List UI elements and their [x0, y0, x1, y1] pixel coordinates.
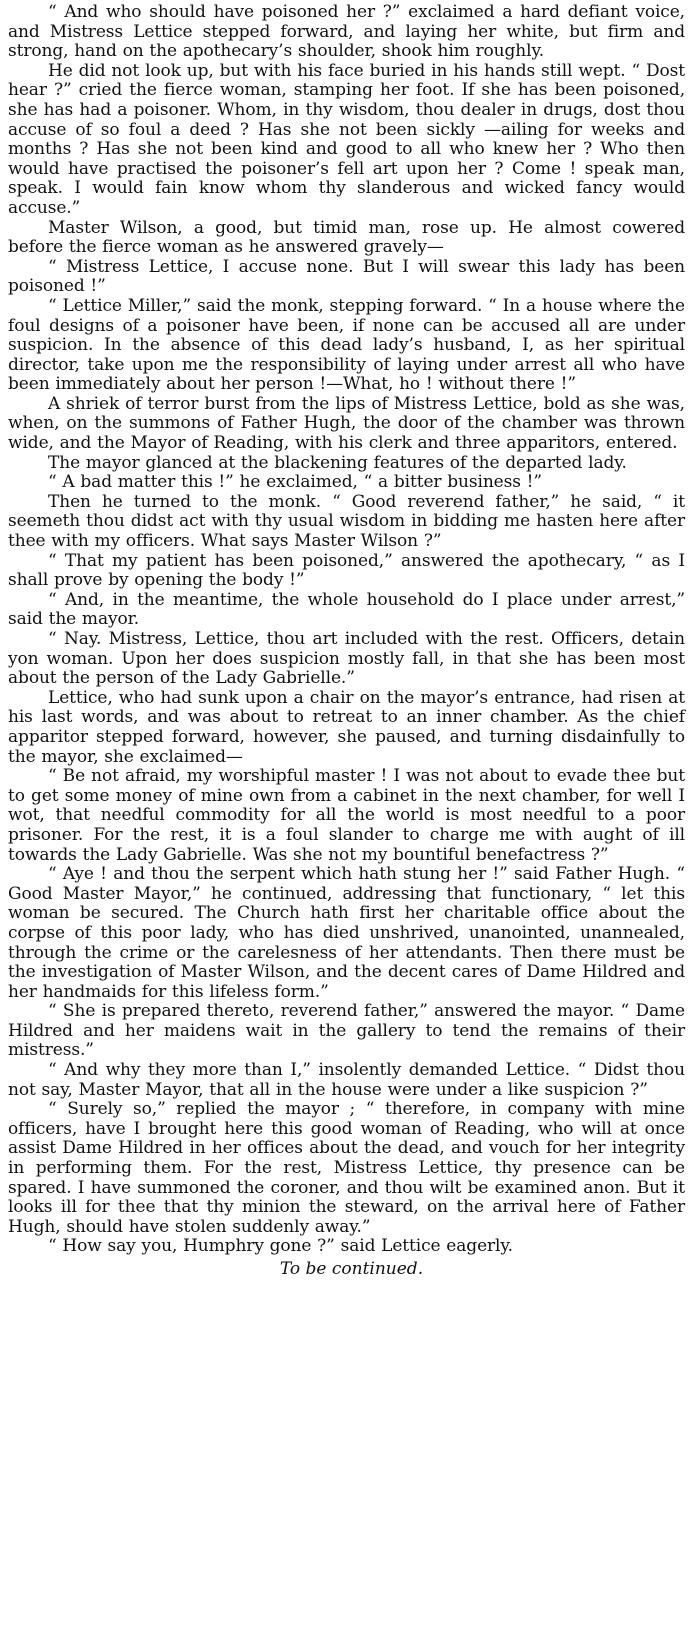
paragraph: Lettice, who had sunk upon a chair on the mayor’s entrance, had risen at his last words, and was about to retreat to an inner chamber. As the chief apparitor stepped forward, however, she paused, and turning disdainfully to the mayor, she exclaimed—: [8, 687, 685, 767]
paragraph: Then he turned to the monk. “ Good reverend father,” he said, “ it seemeth thou didst act with thy usual wisdom in bidding me hasten here after thee with my officers. What says Master Wilson ?”: [8, 491, 685, 552]
paragraph: The mayor glanced at the blackening features of the departed lady.: [48, 452, 627, 473]
paragraph: “ Nay. Mistress, Lettice, thou art included with the rest. Officers, detain yon woman. Upon her does suspicion mostly fall, in that she has been most about the person of the Lady Gabrielle.”: [8, 629, 685, 689]
paragraph: “ And why they more than I,” insolently demanded Lettice. “ Didst thou not say, Master Mayor, that all in the house were under a like suspicion ?”: [8, 1060, 685, 1100]
paragraph: “ Be not afraid, my worshipful master ! I was not about to evade thee but to get some money of mine own from a cabinet in the next chamber, for well I wot, that needful commodity for all the world is most needful to a poor prisoner. For the rest, it is a foul slander to charge me with aught of ill towards the Lady Gabrielle. Was she not my bountiful benefactress ?”: [8, 766, 685, 865]
paragraph: “ Lettice Miller,” said the monk, stepping forward. “ In a house where the foul designs of a poisoner have been, if none can be accused all are under suspicion. In the absence of this dead lady’s husband, I, as her spiritual director, take upon me the responsibility of laying under arrest all who have been immediately about her person !—What, ho ! without there !”: [8, 295, 685, 395]
paragraph: “ She is prepared thereto, reverend father,” answered the mayor. “ Dame Hildred and her maidens wait in the gallery to tend the remains of their mistress.”: [8, 1001, 685, 1061]
paragraph: “ A bad matter this !” he exclaimed, “ a bitter business !”: [48, 472, 543, 493]
paragraph: “ And, in the meantime, the whole household do I place under arrest,” said the mayor.: [8, 589, 685, 630]
paragraph: “ That my patient has been poisoned,” answered the apothecary, “ as I shall prove by opening the body !”: [8, 550, 685, 591]
to-be-continued-note: To be continued.: [279, 1259, 424, 1279]
paragraph: “ How say you, Humphry gone ?” said Lettice eagerly.: [48, 1236, 513, 1257]
paragraph: “ Aye ! and thou the serpent which hath stung her !” said Father Hugh. “ Good Master Mayor,” he continued, addressing that functionary, “ let this woman be secured. The Church hath first her charitable office about the corpse of this poor lady, who has died unshrived, unanointed, unannealed, through the crime or the carelesness of her attendants. Then there must be the investigation of Master Wilson, and the decent cares of Dame Hildred and her handmaids for this lifeless form.”: [8, 864, 685, 1002]
paragraph: Master Wilson, a good, but timid man, rose up. He almost cowered before the fierce woman as he answered gravely—: [8, 217, 685, 258]
paragraph: A shriek of terror burst from the lips of Mistress Lettice, bold as she was, when, on the summons of Father Hugh, the door of the chamber was thrown wide, and the Mayor of Reading, with his clerk and three apparitors, entered.: [8, 393, 685, 454]
paragraph: “ Mistress Lettice, I accuse none. But I will swear this lady has been poisoned !”: [8, 256, 685, 297]
story-column: [8, 3, 685, 1257]
paragraph: “ Surely so,” replied the mayor ; “ therefore, in company with mine officers, have I brought here this good woman of Reading, who will at once assist Dame Hildred in her offices about the dead, and vouch for her integrity in performing them. For the rest, Mistress Lettice, thy presence can be spared. I have summoned the coroner, and thou wilt be examined anon. But it looks ill for thee that thy minion the steward, on the arrival here of Father Hugh, should have stolen suddenly away.”: [8, 1099, 685, 1237]
paragraph: “ And who should have poisoned her ?” exclaimed a hard defiant voice, and Mistress Lettice stepped forward, and laying her white, but firm and strong, hand on the apothecary’s shoulder, shook him roughly.: [8, 2, 685, 62]
paragraph: He did not look up, but with his face buried in his hands still wept. “ Dost hear ?” cried the fierce woman, stamping her foot. If she has been poisoned, she has had a poisoner. Whom, in thy wisdom, thou dealer in drugs, dost thou accuse of so foul a deed ? Has she not been sickly —ailing for weeks and months ? Has she not been kind and good to all who knew her ? Who then would have practised the poisoner’s fell art upon her ? Come ! speak man, speak. I would fain know whom thy slanderous and wicked fancy would accuse.”: [8, 60, 685, 218]
